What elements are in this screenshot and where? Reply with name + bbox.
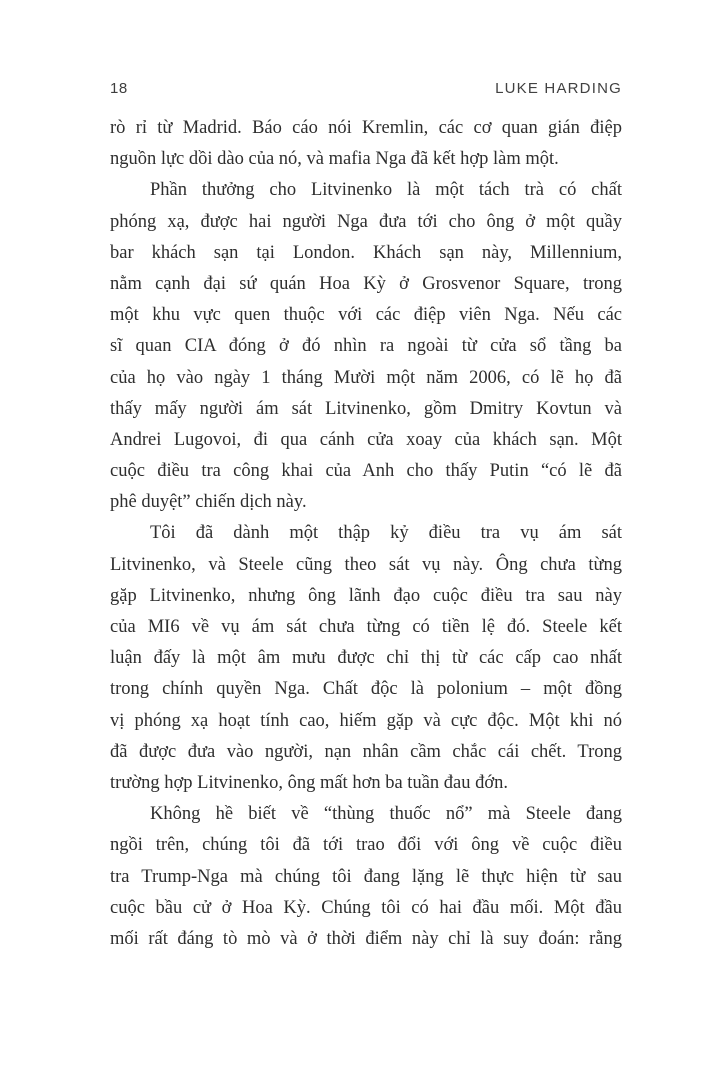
text-line: đã được đưa vào người, nạn nhân cầm chắc cái chết. Trong xyxy=(110,741,622,762)
text-line: thấy mấy người ám sát Litvinenko, gồm Dmitry Kovtun và xyxy=(110,398,622,419)
text-line: nguồn lực dồi dào của nó, và mafia Nga đã kết hợp làm một. xyxy=(110,149,559,170)
text-line: luận đấy là một âm mưu được chỉ thị từ các cấp cao nhất xyxy=(110,648,622,669)
text-line: vị phóng xạ hoạt tính cao, hiếm gặp và cực độc. Một khi nó xyxy=(110,710,622,731)
text-line: trường hợp Litvinenko, ông mất hơn ba tuần đau đớn. xyxy=(110,772,509,793)
text-line: rò rỉ từ Madrid. Báo cáo nói Kremlin, các cơ quan gián điệp xyxy=(110,118,622,138)
text-line: sĩ quan CIA đóng ở đó nhìn ra ngoài từ cửa sổ tầng ba xyxy=(110,336,622,357)
text-line: Litvinenko, và Steele cũng theo sát vụ này. Ông chưa từng xyxy=(110,554,622,575)
text-line: phóng xạ, được hai người Nga đưa tới cho ông ở một quầy xyxy=(110,211,622,232)
text-line: ngồi trên, chúng tôi đã tới trao đổi với ông về cuộc điều xyxy=(110,835,622,856)
text-line: của họ vào ngày 1 tháng Mười một năm 2006, có lẽ họ đã xyxy=(110,367,622,388)
running-header-author: LUKE HARDING xyxy=(495,80,622,97)
text-line: của MI6 về vụ ám sát chưa từng có tiền lệ đó. Steele kết xyxy=(110,617,622,637)
text-line: nằm cạnh đại sứ quán Hoa Kỳ ở Grosvenor Square, trong xyxy=(110,273,622,294)
text-line: Tôi đã dành một thập kỷ điều tra vụ ám sát xyxy=(150,523,622,544)
text-line: cuộc điều tra công khai của Anh cho thấy Putin “có lẽ đã xyxy=(110,461,622,482)
text-line: cuộc bầu cử ở Hoa Kỳ. Chúng tôi có hai đầu mối. Một đầu xyxy=(110,897,622,918)
text-line: gặp Litvinenko, nhưng ông lãnh đạo cuộc điều tra sau này xyxy=(110,585,622,606)
page-number: 18 xyxy=(110,80,128,97)
text-line: phê duyệt” chiến dịch này. xyxy=(110,492,307,513)
text-line: một khu vực quen thuộc với các điệp viên Nga. Nếu các xyxy=(110,305,622,326)
running-header xyxy=(110,80,622,97)
text-line: Phần thưởng cho Litvinenko là một tách trà có chất xyxy=(150,180,622,201)
text-line: Andrei Lugovoi, đi qua cánh cửa xoay của khách sạn. Một xyxy=(110,429,622,450)
text-line: trong chính quyền Nga. Chất độc là polonium – một đồng xyxy=(110,679,622,700)
text-line: Không hề biết về “thùng thuốc nổ” mà Steele đang xyxy=(150,804,622,825)
text-line: bar khách sạn tại London. Khách sạn này, Millennium, xyxy=(110,242,622,263)
text-line: mối rất đáng tò mò và ở thời điểm này chỉ là suy đoán: rằng xyxy=(110,928,622,949)
page-body xyxy=(110,113,622,955)
text-line: tra Trump-Nga mà chúng tôi đang lặng lẽ thực hiện từ sau xyxy=(110,866,622,887)
